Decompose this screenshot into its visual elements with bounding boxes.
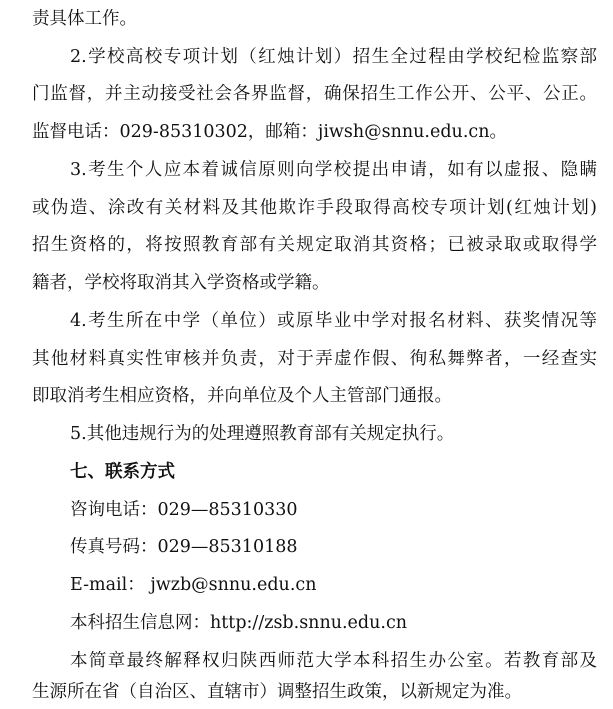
phone-label: 咨询电话： (70, 500, 158, 520)
item-2-line-2: 门监督，并主动接受社会各界监督，确保招生工作公开、公平、公正。 (32, 84, 597, 104)
fax-line (0, 530, 613, 564)
item-3-line-1: 3.考生个人应本着诚信原则向学校提出申请，如有以虚报、隐瞒 (70, 160, 597, 180)
text-line-1: 责具体工作。 (32, 9, 137, 29)
website-label: 本科招生信息网： (70, 613, 210, 633)
fax-value: 029—85310188 (157, 537, 298, 557)
email-label: E-mail： (70, 575, 145, 595)
item-3-line-3: 招生资格的，将按照教育部有关规定取消其资格；已被录取或取得学 (32, 235, 597, 255)
item-4-line-1: 4.考生所在中学（单位）或原毕业中学对报名材料、获奖情况等 (70, 311, 597, 331)
phone-line (0, 493, 613, 527)
item-5-line-1: 5.其他违规行为的处理遵照教育部有关规定执行。 (70, 424, 455, 444)
email-line (0, 568, 613, 602)
closing-line-1: 本简章最终解释权归陕西师范大学本科招生办公室。若教育部及 (70, 651, 597, 671)
fax-label: 传真号码： (70, 537, 158, 557)
phone-value: 029—85310330 (157, 500, 298, 520)
item-3-line-2: 或伪造、涂改有关材料及其他欺诈手段取得高校专项计划(红烛计划) (32, 198, 597, 218)
item-3-line-4: 籍者，学校将取消其入学资格或学籍。 (32, 273, 330, 293)
website-value: http://zsb.snnu.edu.cn (210, 613, 408, 633)
contact-heading: 七、联系方式 (70, 462, 175, 482)
website-line (0, 606, 613, 640)
email-value: jwzb@snnu.edu.cn (150, 575, 317, 595)
item-4-line-2: 其他材料真实性审核并负责，对于弄虚作假、徇私舞弊者，一经查实 (32, 349, 597, 369)
item-2-line-1: 2.学校高校专项计划（红烛计划）招生全过程由学校纪检监察部 (70, 47, 597, 67)
closing-line-2: 生源所在省（自治区、直辖市）调整招生政策，以新规定为准。 (32, 682, 522, 702)
supervision-contact-line: 监督电话：029-85310302，邮箱：jiwsh@snnu.edu.cn。 (32, 122, 507, 142)
item-4-line-3: 即取消考生相应资格，并向单位及个人主管部门通报。 (32, 386, 452, 406)
